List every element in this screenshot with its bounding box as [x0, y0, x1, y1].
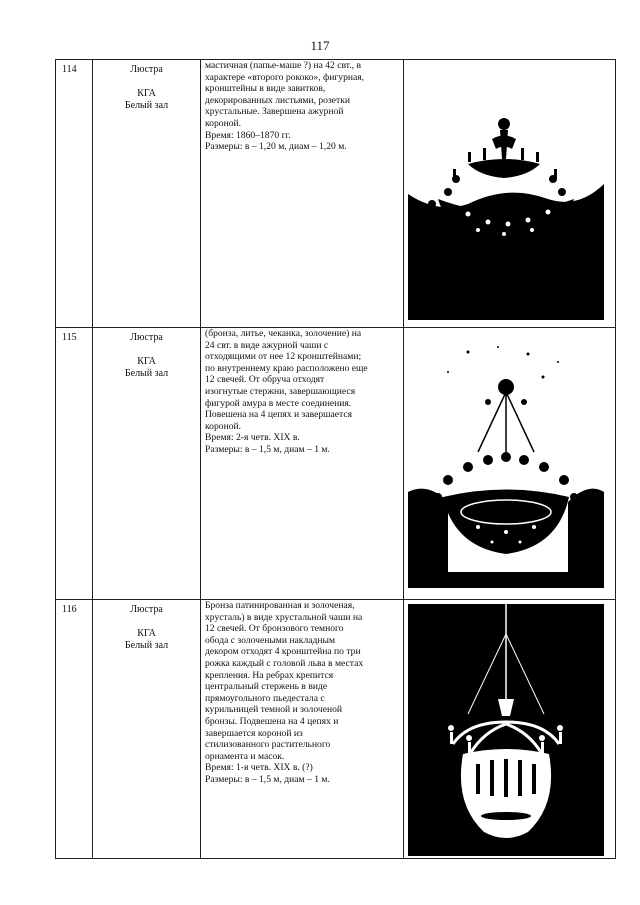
description-line: 12 свечей. От бронзового темного — [205, 623, 344, 635]
description-line: бронзы. Подвешена на 4 цепях и — [205, 715, 339, 727]
item-photo-cell — [404, 600, 616, 859]
item-owner: КГА — [137, 627, 156, 639]
description-line: Время: 1860–1870 гг. — [205, 129, 291, 141]
description-line: короной. — [205, 117, 242, 129]
description-line: Время: 1-я четв. XIX в. (?) — [205, 762, 313, 774]
item-location: Белый зал — [124, 100, 169, 111]
description-line: фигурой амура в месте соединения. — [205, 397, 352, 409]
description-line: центральный стержень в виде — [205, 681, 328, 693]
item-number: 115 — [56, 328, 93, 600]
description-line: Размеры: в – 1,20 м, диам – 1,20 м. — [205, 141, 347, 153]
description-line: (бронза, литье, чеканка, золочение) на — [205, 328, 362, 339]
description-line: 24 свт. в виде ажурной чаши с — [205, 339, 329, 351]
description-line: Размеры: в – 1,5 м, диам – 1 м. — [205, 773, 330, 785]
description-line: завершается короной из — [205, 727, 303, 739]
item-number: 114 — [56, 60, 93, 328]
description-line: Повешена на 4 цепях и завершается — [205, 409, 353, 421]
item-photo-cell — [404, 60, 616, 328]
description-line: декорированных листьями, розетки — [205, 94, 350, 106]
chandelier-photo — [408, 332, 604, 588]
item-name-cell — [93, 60, 201, 328]
item-name: Люстра — [130, 64, 163, 75]
description-line: прямоугольного пьедестала с — [205, 692, 325, 704]
item-number: 116 — [56, 600, 93, 859]
description-line: декором отходят 4 кронштейна по три — [205, 646, 361, 658]
catalog-table — [55, 59, 616, 859]
description-line: 12 свечей. От обруча отходят — [205, 374, 325, 386]
item-description — [201, 600, 404, 859]
description-line: характере «второго рококо», фигурная, — [205, 71, 365, 83]
description-line: курильницей темной и золоченой — [205, 704, 343, 716]
item-description — [201, 328, 404, 600]
description-line: крепления. На ребрах крепится — [205, 669, 334, 681]
description-line: Размеры: в – 1,5 м, диам – 1 м. — [205, 443, 330, 455]
item-name: Люстра — [130, 332, 163, 343]
item-location: Белый зал — [124, 368, 169, 379]
description-line: по внутреннему краю расположено еще — [205, 362, 368, 374]
description-line: отходящими от нее 12 кронштейнами; — [205, 351, 362, 363]
description-line: мастичная (папье-маше ?) на 42 свт., в — [205, 60, 361, 71]
description-line: стилизованного растительного — [205, 739, 331, 751]
item-name: Люстра — [130, 604, 163, 615]
item-name-cell — [93, 600, 201, 859]
item-photo-cell — [404, 328, 616, 600]
table-row — [56, 60, 616, 328]
item-description — [201, 60, 404, 328]
item-owner: КГА — [137, 355, 156, 367]
description-line: кронштейны в виде завитков, — [205, 83, 326, 95]
description-line: Бронза патинированная и золоченая, — [205, 600, 355, 611]
description-line: хрустальные. Завершена ажурной — [205, 106, 344, 118]
item-name-cell — [93, 328, 201, 600]
description-line: обода с золочеными накладным — [205, 634, 336, 646]
table-row — [56, 328, 616, 600]
item-owner: КГА — [137, 87, 156, 99]
page-number: 117 — [310, 38, 330, 53]
table-row — [56, 600, 616, 859]
chandelier-photo — [408, 64, 604, 320]
description-line: рожка каждый с головой льва в местах — [205, 657, 364, 669]
item-location: Белый зал — [124, 640, 169, 651]
description-line: хрусталь) в виде хрустальной чаши на — [205, 611, 363, 623]
description-line: изогнутые стержни, завершающиеся — [205, 385, 356, 397]
description-line: короной. — [205, 420, 242, 432]
description-line: орнамента и масок. — [205, 750, 285, 762]
description-line: Время: 2-я четв. XIX в. — [205, 432, 300, 444]
chandelier-photo — [408, 604, 604, 856]
